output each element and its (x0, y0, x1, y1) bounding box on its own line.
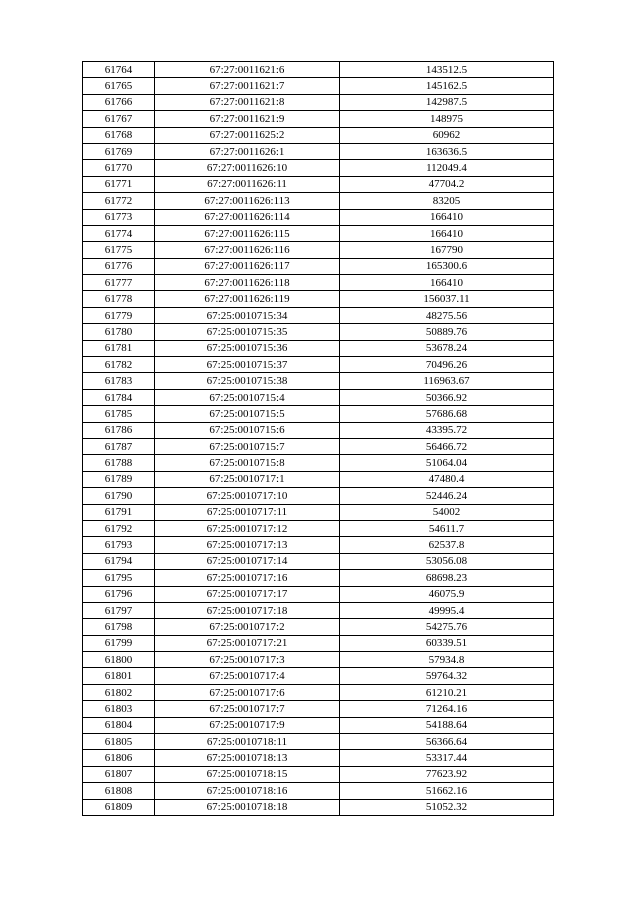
table-row (83, 324, 554, 340)
cadastral-number-cell: 67:27:0011626:11 (155, 176, 340, 192)
cadastral-number-cell: 67:27:0011621:7 (155, 78, 340, 94)
value-cell: 53056.08 (340, 553, 554, 569)
value-cell: 62537.8 (340, 537, 554, 553)
cadastral-number-cell: 67:25:0010717:11 (155, 504, 340, 520)
value-cell: 77623.92 (340, 766, 554, 782)
value-cell: 51064.04 (340, 455, 554, 471)
row-number-cell: 61802 (83, 684, 155, 700)
cadastral-number-cell: 67:25:0010715:6 (155, 422, 340, 438)
table-row (83, 94, 554, 110)
value-cell: 47704.2 (340, 176, 554, 192)
row-number-cell: 61766 (83, 94, 155, 110)
cadastral-number-cell: 67:25:0010715:8 (155, 455, 340, 471)
table-row (83, 586, 554, 602)
row-number-cell: 61807 (83, 766, 155, 782)
value-cell: 54002 (340, 504, 554, 520)
value-cell: 56466.72 (340, 438, 554, 454)
cadastral-number-cell: 67:27:0011625:2 (155, 127, 340, 143)
cadastral-number-cell: 67:25:0010717:21 (155, 635, 340, 651)
cadastral-number-cell: 67:25:0010715:34 (155, 307, 340, 323)
table-row (83, 570, 554, 586)
cadastral-number-cell: 67:27:0011621:9 (155, 111, 340, 127)
row-number-cell: 61780 (83, 324, 155, 340)
cadastral-number-cell: 67:25:0010717:2 (155, 619, 340, 635)
cadastral-number-cell: 67:27:0011626:118 (155, 275, 340, 291)
table-row (83, 78, 554, 94)
value-cell: 145162.5 (340, 78, 554, 94)
value-cell: 163636.5 (340, 143, 554, 159)
row-number-cell: 61781 (83, 340, 155, 356)
cadastral-number-cell: 67:27:0011621:8 (155, 94, 340, 110)
cadastral-number-cell: 67:25:0010715:7 (155, 438, 340, 454)
table-row (83, 307, 554, 323)
value-cell: 143512.5 (340, 62, 554, 78)
row-number-cell: 61786 (83, 422, 155, 438)
row-number-cell: 61768 (83, 127, 155, 143)
value-cell: 83205 (340, 193, 554, 209)
table-row (83, 766, 554, 782)
value-cell: 166410 (340, 209, 554, 225)
table-row (83, 734, 554, 750)
value-cell: 50366.92 (340, 389, 554, 405)
row-number-cell: 61772 (83, 193, 155, 209)
cadastral-number-cell: 67:25:0010717:18 (155, 602, 340, 618)
row-number-cell: 61797 (83, 602, 155, 618)
table-row (83, 127, 554, 143)
value-cell: 60962 (340, 127, 554, 143)
row-number-cell: 61809 (83, 799, 155, 815)
row-number-cell: 61793 (83, 537, 155, 553)
row-number-cell: 61767 (83, 111, 155, 127)
cadastral-number-cell: 67:27:0011626:116 (155, 242, 340, 258)
row-number-cell: 61773 (83, 209, 155, 225)
table-row (83, 668, 554, 684)
row-number-cell: 61774 (83, 225, 155, 241)
table-row (83, 504, 554, 520)
value-cell: 48275.56 (340, 307, 554, 323)
value-cell: 70496.26 (340, 357, 554, 373)
table-row (83, 717, 554, 733)
value-cell: 71264.16 (340, 701, 554, 717)
table-row (83, 242, 554, 258)
row-number-cell: 61790 (83, 488, 155, 504)
row-number-cell: 61779 (83, 307, 155, 323)
row-number-cell: 61771 (83, 176, 155, 192)
value-cell: 148975 (340, 111, 554, 127)
cadastral-number-cell: 67:25:0010717:4 (155, 668, 340, 684)
row-number-cell: 61785 (83, 406, 155, 422)
row-number-cell: 61764 (83, 62, 155, 78)
cadastral-number-cell: 67:25:0010715:38 (155, 373, 340, 389)
cadastral-number-cell: 67:27:0011626:10 (155, 160, 340, 176)
table-row (83, 652, 554, 668)
value-cell: 116963.67 (340, 373, 554, 389)
cadastral-number-cell: 67:25:0010717:3 (155, 652, 340, 668)
value-cell: 61210.21 (340, 684, 554, 700)
table-row (83, 225, 554, 241)
table-body (83, 62, 554, 816)
row-number-cell: 61782 (83, 357, 155, 373)
table-row (83, 635, 554, 651)
row-number-cell: 61769 (83, 143, 155, 159)
value-cell: 166410 (340, 275, 554, 291)
value-cell: 166410 (340, 225, 554, 241)
cadastral-number-cell: 67:25:0010718:11 (155, 734, 340, 750)
value-cell: 53317.44 (340, 750, 554, 766)
cadastral-number-cell: 67:25:0010715:37 (155, 357, 340, 373)
table-row (83, 406, 554, 422)
value-cell: 43395.72 (340, 422, 554, 438)
table-row (83, 799, 554, 815)
cadastral-number-cell: 67:27:0011626:119 (155, 291, 340, 307)
value-cell: 47480.4 (340, 471, 554, 487)
table-row (83, 471, 554, 487)
table-row (83, 209, 554, 225)
row-number-cell: 61791 (83, 504, 155, 520)
table-row (83, 553, 554, 569)
data-table (82, 61, 554, 816)
table-row (83, 783, 554, 799)
cadastral-number-cell: 67:25:0010715:35 (155, 324, 340, 340)
value-cell: 52446.24 (340, 488, 554, 504)
row-number-cell: 61794 (83, 553, 155, 569)
row-number-cell: 61798 (83, 619, 155, 635)
row-number-cell: 61783 (83, 373, 155, 389)
row-number-cell: 61770 (83, 160, 155, 176)
value-cell: 112049.4 (340, 160, 554, 176)
row-number-cell: 61765 (83, 78, 155, 94)
row-number-cell: 61776 (83, 258, 155, 274)
value-cell: 57686.68 (340, 406, 554, 422)
value-cell: 167790 (340, 242, 554, 258)
cadastral-number-cell: 67:27:0011621:6 (155, 62, 340, 78)
value-cell: 53678.24 (340, 340, 554, 356)
table-row (83, 750, 554, 766)
cadastral-number-cell: 67:25:0010718:15 (155, 766, 340, 782)
table-row (83, 62, 554, 78)
row-number-cell: 61800 (83, 652, 155, 668)
cadastral-number-cell: 67:27:0011626:113 (155, 193, 340, 209)
cadastral-number-cell: 67:25:0010717:7 (155, 701, 340, 717)
row-number-cell: 61799 (83, 635, 155, 651)
table-row (83, 193, 554, 209)
table-row (83, 275, 554, 291)
value-cell: 56366.64 (340, 734, 554, 750)
value-cell: 51052.32 (340, 799, 554, 815)
row-number-cell: 61788 (83, 455, 155, 471)
cadastral-number-cell: 67:25:0010717:14 (155, 553, 340, 569)
cadastral-number-cell: 67:25:0010718:16 (155, 783, 340, 799)
cadastral-number-cell: 67:25:0010717:10 (155, 488, 340, 504)
table-row (83, 602, 554, 618)
table-row (83, 111, 554, 127)
row-number-cell: 61784 (83, 389, 155, 405)
value-cell: 54275.76 (340, 619, 554, 635)
row-number-cell: 61792 (83, 520, 155, 536)
cadastral-number-cell: 67:25:0010715:5 (155, 406, 340, 422)
row-number-cell: 61778 (83, 291, 155, 307)
cadastral-number-cell: 67:25:0010718:18 (155, 799, 340, 815)
table-row (83, 357, 554, 373)
value-cell: 142987.5 (340, 94, 554, 110)
value-cell: 68698.23 (340, 570, 554, 586)
table-row (83, 537, 554, 553)
cadastral-number-cell: 67:25:0010718:13 (155, 750, 340, 766)
table-row (83, 291, 554, 307)
value-cell: 60339.51 (340, 635, 554, 651)
cadastral-number-cell: 67:25:0010715:4 (155, 389, 340, 405)
row-number-cell: 61801 (83, 668, 155, 684)
table-row (83, 160, 554, 176)
cadastral-number-cell: 67:25:0010717:1 (155, 471, 340, 487)
cadastral-number-cell: 67:25:0010715:36 (155, 340, 340, 356)
value-cell: 46075.9 (340, 586, 554, 602)
cadastral-number-cell: 67:25:0010717:9 (155, 717, 340, 733)
cadastral-number-cell: 67:27:0011626:115 (155, 225, 340, 241)
value-cell: 156037.11 (340, 291, 554, 307)
table-row (83, 422, 554, 438)
value-cell: 51662.16 (340, 783, 554, 799)
row-number-cell: 61787 (83, 438, 155, 454)
cadastral-number-cell: 67:25:0010717:13 (155, 537, 340, 553)
table-row (83, 143, 554, 159)
value-cell: 54611.7 (340, 520, 554, 536)
table-row (83, 438, 554, 454)
row-number-cell: 61796 (83, 586, 155, 602)
table-row (83, 340, 554, 356)
value-cell: 54188.64 (340, 717, 554, 733)
table-row (83, 373, 554, 389)
table-row (83, 488, 554, 504)
row-number-cell: 61805 (83, 734, 155, 750)
table-row (83, 619, 554, 635)
cadastral-number-cell: 67:25:0010717:16 (155, 570, 340, 586)
row-number-cell: 61803 (83, 701, 155, 717)
value-cell: 49995.4 (340, 602, 554, 618)
table-row (83, 684, 554, 700)
value-cell: 59764.32 (340, 668, 554, 684)
value-cell: 50889.76 (340, 324, 554, 340)
row-number-cell: 61775 (83, 242, 155, 258)
row-number-cell: 61795 (83, 570, 155, 586)
cadastral-number-cell: 67:25:0010717:17 (155, 586, 340, 602)
value-cell: 165300.6 (340, 258, 554, 274)
table-row (83, 701, 554, 717)
row-number-cell: 61806 (83, 750, 155, 766)
table-row (83, 455, 554, 471)
table-row (83, 258, 554, 274)
table-row (83, 389, 554, 405)
row-number-cell: 61808 (83, 783, 155, 799)
table-row (83, 176, 554, 192)
cadastral-number-cell: 67:27:0011626:117 (155, 258, 340, 274)
value-cell: 57934.8 (340, 652, 554, 668)
cadastral-number-cell: 67:25:0010717:12 (155, 520, 340, 536)
cadastral-number-cell: 67:27:0011626:1 (155, 143, 340, 159)
cadastral-number-cell: 67:27:0011626:114 (155, 209, 340, 225)
row-number-cell: 61789 (83, 471, 155, 487)
row-number-cell: 61804 (83, 717, 155, 733)
row-number-cell: 61777 (83, 275, 155, 291)
cadastral-number-cell: 67:25:0010717:6 (155, 684, 340, 700)
table-row (83, 520, 554, 536)
